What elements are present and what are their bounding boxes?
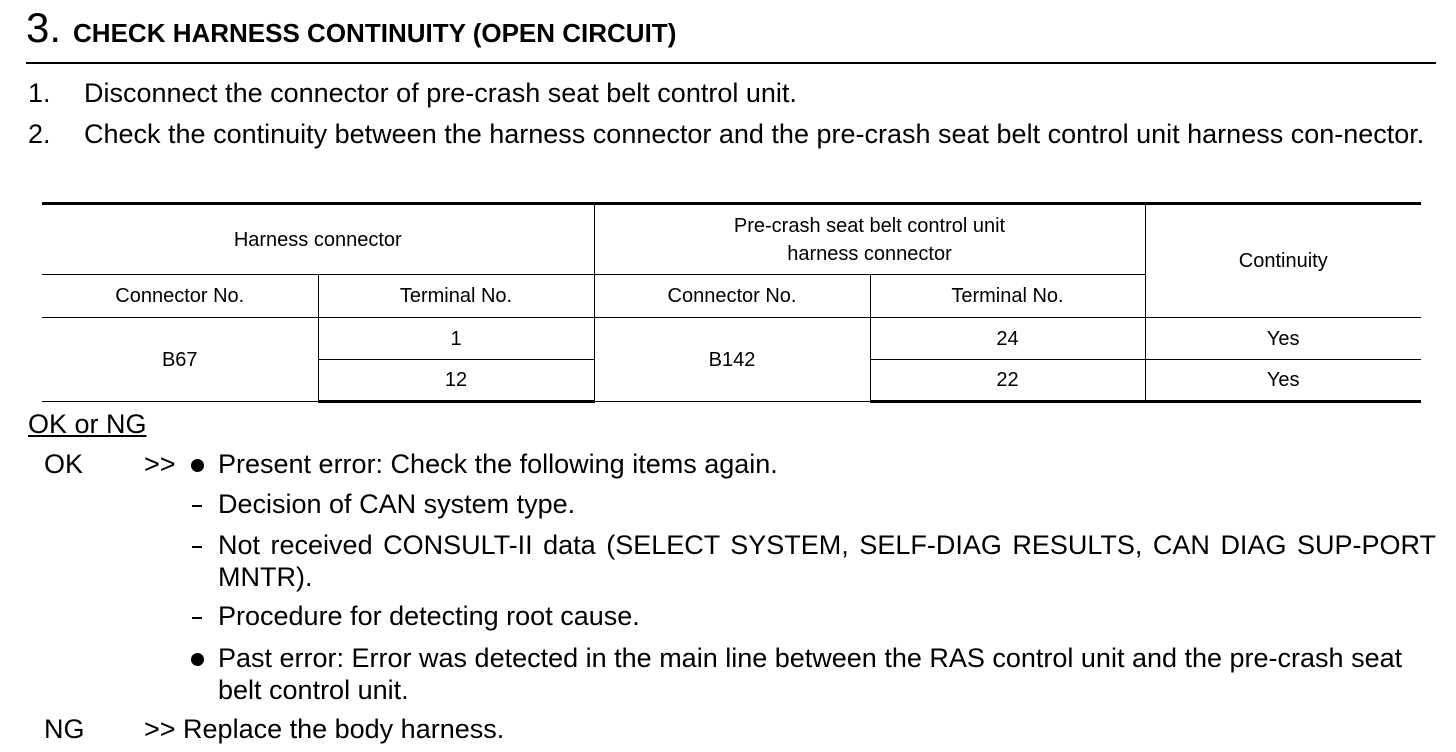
cell-right-terminal: 24 <box>870 318 1145 360</box>
header-harness-connector: Harness connector <box>42 204 594 275</box>
header-terminal-no-left: Terminal No. <box>318 275 594 318</box>
header-control-unit-line1: Pre-crash seat belt control unit <box>733 214 1006 237</box>
step-header <box>26 2 1436 64</box>
instruction-number: 1. <box>28 78 51 108</box>
step-title: CHECK HARNESS CONTINUITY (OPEN CIRCUIT) <box>73 18 677 48</box>
cell-continuity: Yes <box>1145 360 1421 402</box>
table-header-row <box>42 204 1421 275</box>
ok-item: Decision of CAN system type. <box>218 489 576 519</box>
ok-item: Present error: Check the following items again. <box>218 449 778 479</box>
continuity-table <box>42 202 1421 403</box>
bullet-dash-icon <box>186 488 208 520</box>
cell-continuity: Yes <box>1145 318 1421 360</box>
instruction-1 <box>28 77 1438 109</box>
instruction-text: Check the continuity between the harness connector and the pre-crash seat belt control unit harness con-nector. <box>84 119 1425 149</box>
bullet-dash-icon <box>186 529 208 561</box>
header-control-unit-connector <box>594 204 1145 275</box>
bullet-dash-icon <box>186 600 208 632</box>
header-connector-no-right: Connector No. <box>594 275 870 318</box>
ng-text: >> Replace the body harness. <box>144 714 505 744</box>
cell-right-terminal: 22 <box>870 360 1145 402</box>
cell-left-connector: B67 <box>42 318 318 402</box>
ok-item: Not received CONSULT-II data (SELECT SYSTEM, SELF-DIAG RESULTS, CAN DIAG SUP-PORT MNTR). <box>218 530 1436 592</box>
header-connector-no-left: Connector No. <box>42 275 318 318</box>
ng-label: NG <box>44 714 85 744</box>
instruction-text: Disconnect the connector of pre-crash seat belt control unit. <box>84 78 797 108</box>
ok-arrow: >> <box>144 449 176 479</box>
result-heading: OK or NG <box>28 409 147 439</box>
ok-item: Past error: Error was detected in the main line between the RAS control unit and the pre-crash seat belt control unit. <box>218 643 1403 705</box>
step-number: 3. <box>26 4 62 51</box>
cell-right-connector: B142 <box>594 318 870 402</box>
header-control-unit-line2: harness connector <box>787 242 952 265</box>
bullet-dot-icon <box>186 642 208 674</box>
cell-left-terminal: 1 <box>318 318 594 360</box>
header-continuity: Continuity <box>1145 204 1421 318</box>
instruction-number: 2. <box>28 119 51 149</box>
cell-left-terminal: 12 <box>318 360 594 402</box>
ok-label: OK <box>44 449 84 479</box>
header-terminal-no-right: Terminal No. <box>870 275 1145 318</box>
bullet-dot-icon <box>186 448 208 480</box>
ok-item: Procedure for detecting root cause. <box>218 601 640 631</box>
table-row <box>42 318 1421 360</box>
instruction-2 <box>28 118 1438 150</box>
